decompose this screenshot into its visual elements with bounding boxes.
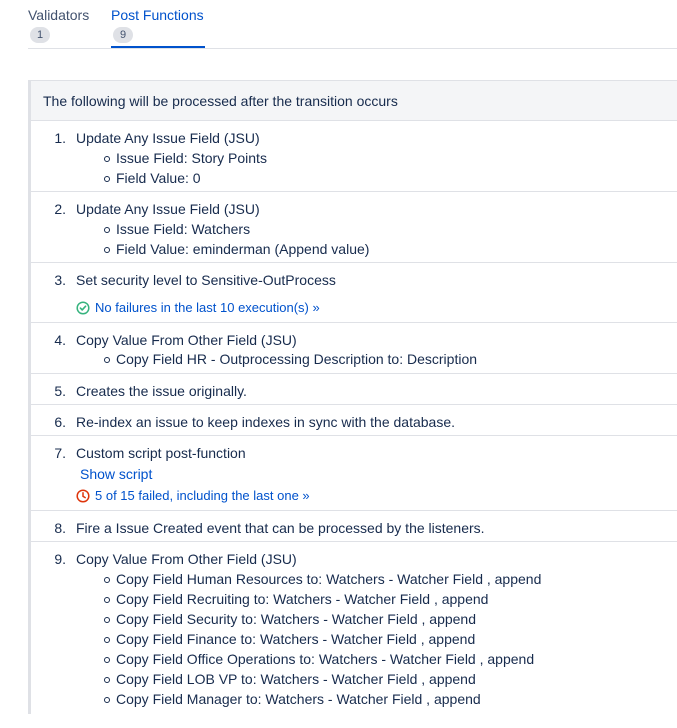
list-item [31,192,677,263]
list-item [31,542,677,714]
list-item [31,374,677,405]
item-title: Update Any Issue Field (JSU) [76,201,260,217]
status-text: 5 of 15 failed, including the last one » [95,488,310,503]
show-script-link[interactable]: Show script [80,466,153,482]
list-item [31,436,677,511]
item-detail: Copy Field HR - Outprocessing Description to: Description [116,351,478,367]
item-title: Re-index an issue to keep indexes in sync with the database. [76,414,456,430]
check-circle-icon [76,301,90,315]
item-number: 8. [54,520,66,536]
item-title: Fire a Issue Created event that can be processed by the listeners. [76,520,485,536]
list-item [31,405,677,436]
tab-label: Validators [28,7,90,23]
item-detail: Issue Field: Story Points [116,150,267,166]
item-detail: Copy Field Recruiting to: Watchers - Watcher Field , append [116,591,489,607]
item-detail: Copy Field LOB VP to: Watchers - Watcher Field , append [116,671,476,687]
tabs-divider [28,48,677,49]
item-number: 4. [54,332,66,348]
panel-header-text: The following will be processed after the transition occurs [43,93,398,109]
item-number: 9. [54,551,66,567]
item-number: 2. [54,201,66,217]
item-title: Set security level to Sensitive-OutProcess [76,272,336,288]
panel-header [31,80,677,121]
count-badge: 9 [113,27,133,43]
list-item [31,263,677,323]
item-number: 6. [54,414,66,430]
item-detail: Copy Field Finance to: Watchers - Watcher Field , append [116,631,476,647]
item-number: 7. [54,445,66,461]
item-detail: Copy Field Manager to: Watchers - Watcher Field , append [116,691,481,707]
item-detail: Copy Field Security to: Watchers - Watcher Field , append [116,611,476,627]
item-detail: Copy Field Human Resources to: Watchers - Watcher Field , append [116,571,542,587]
clock-error-icon [76,489,90,503]
item-number: 1. [54,130,66,146]
item-title: Copy Value From Other Field (JSU) [76,332,297,348]
list-item [31,121,677,192]
item-detail: Field Value: 0 [116,170,201,186]
item-detail: Issue Field: Watchers [116,221,251,237]
post-functions-panel [28,80,677,714]
item-title: Custom script post-function [76,445,246,461]
tab-validators[interactable] [28,0,98,48]
item-detail: Copy Field Office Operations to: Watchers - Watcher Field , append [116,651,535,667]
item-title: Update Any Issue Field (JSU) [76,130,260,146]
item-number: 3. [54,272,66,288]
list-item [31,323,677,374]
status-text: No failures in the last 10 execution(s) » [95,300,320,315]
list-item [31,511,677,542]
item-title: Copy Value From Other Field (JSU) [76,551,297,567]
count-badge: 1 [30,27,50,43]
tab-post-functions[interactable] [111,0,205,48]
tab-bar [0,0,677,49]
item-title: Creates the issue originally. [76,383,247,399]
tab-label: Post Functions [111,7,204,23]
item-detail: Field Value: eminderman (Append value) [116,241,370,257]
item-number: 5. [54,383,66,399]
